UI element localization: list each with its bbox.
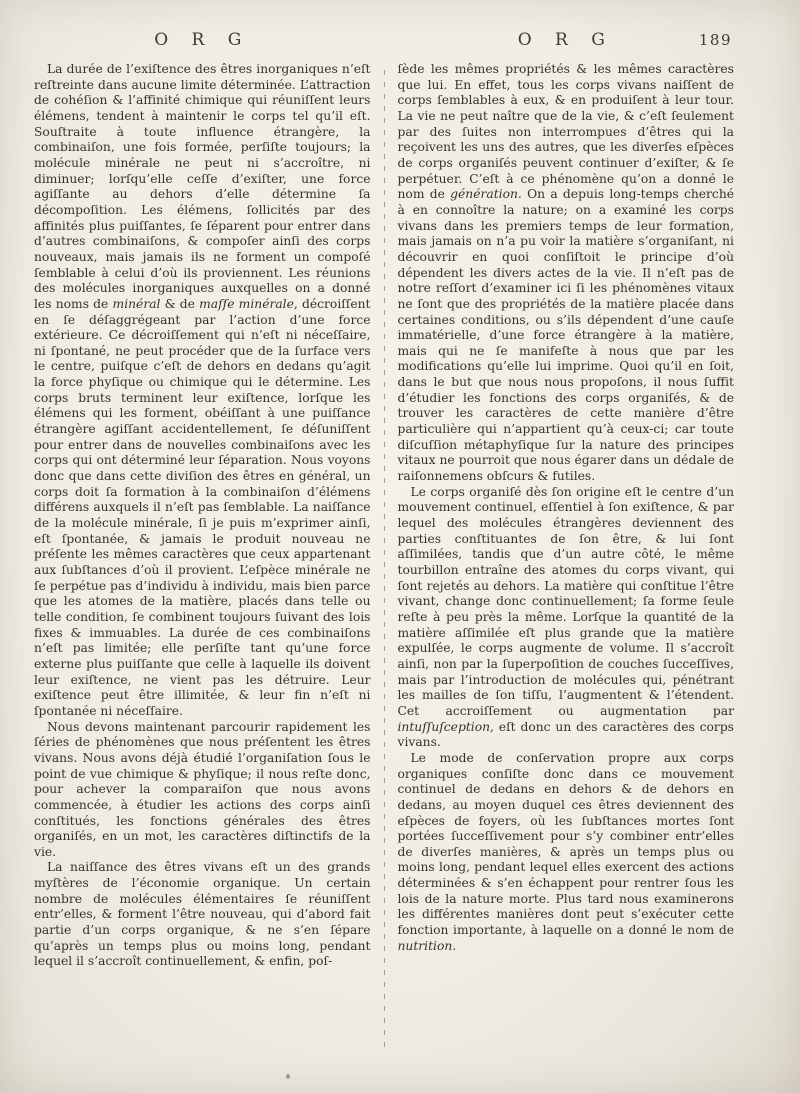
page-number: 189 <box>698 31 732 49</box>
text-run: . On a depuis long-temps cherché à en connoître la nature; on a examiné les corps vivans dans les premiers temps de leur formation, mais jamais on n’a pu voir la matière s’organiſant, ni découvrir en quoi conſiſtoit le principe d’où dépendent les divers actes de la vie. Il n’eſt pas de notre reſſort d’examiner ici ſi les phénomènes vitaux ne ſont que des propriétés de la matière placée dans certaines conditions, ou s’ils dépendent d’une cauſe immatérielle, d’une force étrangère à la matière, mais qui ne ſe manifeſte à nous que par les modifications qu’elle lui imprime. Quoi qu’il en ſoit, dans le but que nous nous propoſons, il nous ſuffit d’étudier les fonctions des corps organiſés, & de trouver les caractères de cette manière d’être particulière qui n’appartient qu’à ceux-ci; car toute diſcuſſion métaphyſique ſur la nature des principes vitaux ne pourroit que nous égarer dans un dédale de raiſonnemens obſcurs & futiles. <box>397 187 735 484</box>
paragraph <box>398 62 735 485</box>
text-run: . <box>452 938 457 953</box>
text-run: Le corps organiſé dès ſon origine eſt le centre d’un mouvement continuel, eſſentiel à ſon exiſtence, & par lequel des molécules étrangères deviennent des parties conſtituantes de ſon être, & lui ſont aſſimilées, tandis que d’un autre côté, le même tourbillon entraîne des atomes du corps vivant, qui ſont rejetés au dehors. La matière qui conſtitue l’être vivant, change donc continuellement; ſa forme ſeule reſte à peu près la même. Lorſque la quantité de la matière aſſimilée eſt plus grande que la matière expulſée, le corps augmente de volume. Il s’accroît ainſi, non par la ſuperpoſition de couches ſucceſſives, mais par l’introduction de molécules qui, pénétrant les mailles de ſon tiſſu, l’augmentent & l’étendent. Cet accroiſſement ou augmentation par <box>397 484 734 718</box>
text-run: ſède les mêmes propriétés & les mêmes caractères que lui. En effet, tous les corps vivans naiſſent de corps ſemblables à eux, & en produiſent à leur tour. La vie ne peut naître que de la vie, & c’eſt ſeulement par des ſuites non interrompues d’êtres qui la reçoivent les uns des autres, que les diverſes eſpèces de corps organiſés peuvent continuer d’exiſter, & ſe perpétuer. C’eſt à ce phénomène qu’on a donné le nom de <box>397 62 734 202</box>
ink-speck <box>286 1074 290 1079</box>
italic-term: nutrition <box>397 938 453 953</box>
italic-term: intuſſuſception <box>397 719 491 734</box>
right-column <box>398 62 735 1088</box>
text-run: , eſt donc un des caractères des corps vivans. <box>397 719 734 750</box>
running-head-left-cell <box>34 30 371 50</box>
column-divider <box>384 70 385 1054</box>
text-run: La naiſſance des êtres vivans eſt un des grands myſtères de l’économie organique. Un certain nombre de molécules élémentaires ſe réuniſſent entr’elles, & forment l’être nouveau, qui d’abord fait partie d’un corps organique, & ne s’en ſépare qu’après un temps plus ou moins long, pendant lequel il s’accroît continuellement, & enfin, poſ- <box>34 860 371 969</box>
text-run: & de <box>160 296 200 311</box>
text-run: La durée de l’exiſtence des êtres inorganiques n’eſt reſtreinte dans aucune limite déterminée. L’attraction de cohéſion & l’affinité chimique qui réuniſſent leurs élémens, tendent à maintenir le corps tel qu’il eſt. Souſtraite à toute influence étrangère, la combinaiſon, une fois formée, perſiſte toujours; la molécule minérale ne peut ni s’accroître, ni diminuer; lorſqu’elle ceſſe d’exiſter, une force agiſſante au dehors d’elle détermine ſa décompoſition. Les élémens, ſollicités par des affinités plus puiſſantes, ſe ſéparent pour entrer dans d’autres combinaiſons, & compoſer ainſi des corps nouveaux, mais jamais ils ne forment un compoſé ſemblable à celui d’où ils proviennent. Les réunions des molécules inorganiques auxquelles on a donné les noms de <box>34 62 371 311</box>
running-head-right-cell <box>398 30 735 50</box>
paragraph <box>34 720 371 861</box>
paragraph <box>34 860 371 970</box>
text-run: Le mode de conſervation propre aux corps organiques conſiſte donc dans ce mouvement continuel de dedans en dehors & de dehors en dedans, au moyen duquel ces êtres deviennent des eſpèces de foyers, où les ſubſtances mortes ſont portées ſucceſſivement pour s’y combiner entr’elles de diverſes manières, & après un temps plus ou moins long, pendant lequel elles exercent des actions déterminées & s’en échappent pour rentrer ſous les lois de la nature morte. Plus tard nous examinerons les différentes manières dont peut s’exécuter cette fonction importante, à laquelle on a donné le nom de <box>397 750 734 938</box>
italic-term: minéral <box>112 296 161 311</box>
text-run: Nous devons maintenant parcourir rapidement les ſéries de phénomènes que nous préſentent les êtres vivans. Nous avons déjà étudié l’organiſation ſous le point de vue chimique & phyſique; il nous reſte donc, pour achever la comparaiſon que nous avons commencée, à étudier les actions des corps ainſi conſtitués, les fonctions générales des êtres organiſés, en un mot, les caractères diſtinctifs de la vie. <box>34 719 371 859</box>
text-run: , décroiſſent en ſe déſaggrégeant par l’action d’une force extérieure. Ce décroiſſement qui n’eſt ni néceſſaire, ni ſpontané, ne peut procéder que de la ſurface vers le centre, puiſque c’eſt de dehors en dedans qu’agit la force phyſique ou chimique qui le détermine. Les corps bruts terminent leur exiſtence, lorſque les élémens qui les forment, obéiſſant à une puiſſance étrangère agiſſant accidentellement, ſe déſuniſſent pour entrer dans de nouvelles combinaiſons avec les corps qui ont déterminé leur ſéparation. Nous voyons donc que dans cette diviſion des êtres en général, un corps doit ſa formation à la combinaiſon d’élémens différens auxquels il n’eſt pas ſemblable. La naiſſance de la molécule minérale, ſi je puis m’exprimer ainſi, eſt ſpontanée, & jamais le produit nouveau ne préſente les mêmes caractères que ceux appartenant aux ſubſtances d’où il provient. L’eſpèce minérale ne ſe perpétue pas d’individu à individu, mais bien parce que les atomes de la matière, placés dans telle ou telle condition, ſe combinent toujours ſuivant des lois fixes & immuables. La durée de ces combinaiſons n’eſt pas limitée; elle perſiſte tant qu’une force externe plus puiſſante que celle à laquelle ils doivent leur exiſtence, ne vient pas les détruire. Leur exiſtence peut être illimitée, & leur fin n’eſt ni ſpontanée ni néceſſaire. <box>34 296 371 718</box>
paragraph <box>398 751 735 955</box>
running-head-right: O R G <box>517 30 614 50</box>
italic-term: génération <box>450 187 518 202</box>
paragraph <box>398 485 735 751</box>
italic-term: maſſe minérale <box>199 296 294 311</box>
paragraph <box>34 62 371 720</box>
page-header <box>0 0 800 58</box>
text-body <box>0 58 800 1088</box>
running-head-left: O R G <box>154 30 251 50</box>
left-column <box>34 62 371 1088</box>
